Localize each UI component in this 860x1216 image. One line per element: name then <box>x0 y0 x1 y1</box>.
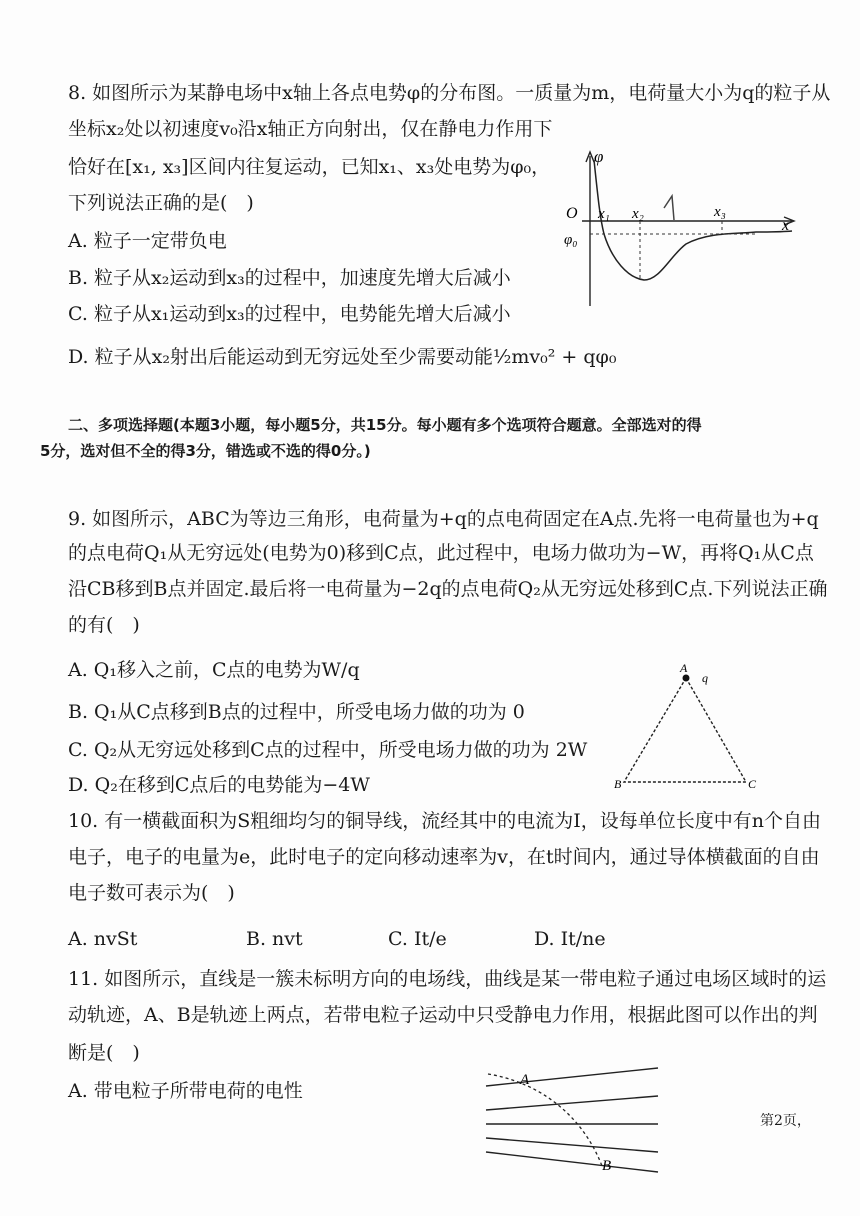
pencil-mark <box>664 196 674 220</box>
q11-option-a: A. 带电粒子所带电荷的电性 <box>68 1080 303 1102</box>
q8-option-a: A. 粒子一定带负电 <box>68 230 227 252</box>
phi-axis-label: φ <box>594 148 604 166</box>
q8-stem-line2: 坐标x₂处以初速度v₀沿x轴正方向射出，仅在静电力作用下 <box>68 118 553 140</box>
phi0-label: φ₀ <box>564 232 578 248</box>
q10-option-c: C. It/e <box>388 928 447 950</box>
vertex-b-label: B <box>614 777 622 791</box>
q8-stem-line1: 8. 如图所示为某静电场中x轴上各点电势φ的分布图。一质量为m，电荷量大小为q的粒子从 <box>68 82 831 104</box>
q9-stem-line4: 的有( ) <box>68 614 140 636</box>
q8-stem-line3: 恰好在[x₁, x₃]区间内往复运动，已知x₁、x₃处电势为φ₀， <box>68 156 551 178</box>
q8-potential-graph <box>560 148 800 308</box>
x1-label: x₁ <box>598 206 610 222</box>
q9-stem-line1: 9. 如图所示，ABC为等边三角形，电荷量为+q的点电荷固定在A点.先将一电荷量也为+q <box>68 508 819 530</box>
q8-stem-line4: 下列说法正确的是( ) <box>68 192 254 214</box>
q9-option-d: D. Q₂在移到C点后的电势能为−4W <box>68 774 370 796</box>
q10-stem-line3: 电子数可表示为( ) <box>68 882 235 904</box>
point-a-label: A <box>520 1072 530 1088</box>
point-b-label: B <box>602 1158 612 1174</box>
q9-stem-line2: 的点电荷Q₁从无穷远处(电势为0)移到C点，此过程中，电场力做功为−W，再将Q₁从C点 <box>68 542 814 564</box>
q11-stem-line3: 断是( ) <box>68 1042 140 1064</box>
q9-stem-line3: 沿CB移到B点并固定.最后将一电荷量为−2q的点电荷Q₂从无穷远处移到C点.下列说法正确 <box>68 578 828 600</box>
q8-option-d: D. 粒子从x₂射出后能运动到无穷远处至少需要动能½mv₀² + qφ₀ <box>68 346 617 368</box>
q10-option-d: D. It/ne <box>534 928 606 950</box>
x3-label: x₃ <box>714 204 726 220</box>
section2-heading-line2: 5分，选对但不全的得3分，错选或不选的得0分。) <box>40 442 371 460</box>
q9-option-c: C. Q₂从无穷远处移到C点的过程中，所受电场力做的功为 2W <box>68 739 588 761</box>
q11-stem-line2: 动轨迹，A、B是轨迹上两点，若带电粒子运动中只受静电力作用，根据此图可以作出的判 <box>68 1004 818 1026</box>
q10-stem-line1: 10. 有一横截面积为S粗细均匀的铜导线，流经其中的电流为I，设每单位长度中有n个自由 <box>68 810 822 832</box>
q11-field-lines-figure <box>478 1058 668 1176</box>
q9-triangle-figure <box>600 664 770 796</box>
charge-q-label: q <box>702 671 708 685</box>
q8-option-b: B. 粒子从x₂运动到x₃的过程中，加速度先增大后减小 <box>68 267 511 289</box>
q8-option-c: C. 粒子从x₁运动到x₃的过程中，电势能先增大后减小 <box>68 303 511 325</box>
origin-label: O <box>566 205 578 222</box>
section2-heading-line1: 二、多项选择题(本题3小题，每小题5分，共15分。每小题有多个选项符合题意。全部选对的得 <box>68 416 702 434</box>
q10-option-a: A. nvSt <box>68 928 138 950</box>
q9-option-b: B. Q₁从C点移到B点的过程中，所受电场力做的功为 0 <box>68 701 525 723</box>
q9-option-a: A. Q₁移入之前，C点的电势为W/q <box>68 659 360 681</box>
page-number: 第2页， <box>760 1113 811 1129</box>
vertex-a-label: A <box>680 664 688 675</box>
x2-label: x₂ <box>632 206 644 222</box>
q11-stem-line1: 11. 如图所示，直线是一簇未标明方向的电场线，曲线是某一带电粒子通过电场区域时的运 <box>68 968 827 990</box>
vertex-c-label: C <box>748 777 757 791</box>
q10-stem-line2: 电子，电子的电量为e，此时电子的定向移动速率为v，在t时间内，通过导体横截面的自由 <box>68 846 820 868</box>
q10-option-b: B. nvt <box>246 928 303 950</box>
x-axis-label: x <box>782 217 790 234</box>
